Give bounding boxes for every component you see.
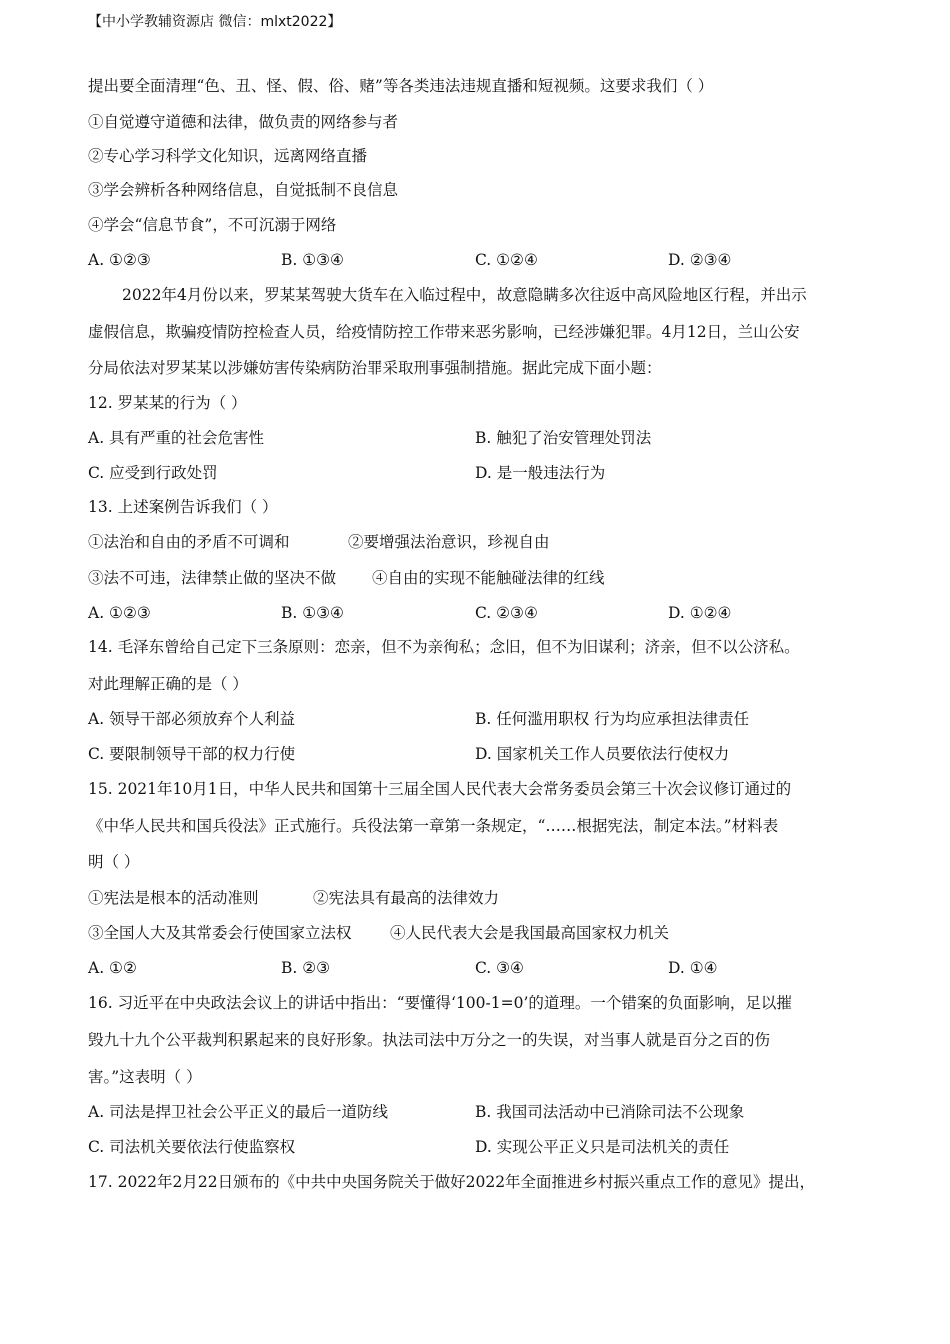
answer-option-b: B. ②③ [281,959,331,977]
material-paragraph-line: 虚假信息，欺骗疫情防控检查人员，给疫情防控工作带来恶劣影响，已经涉嫌犯罪。4月12日，兰山公安 [88,323,800,341]
statement-item: ②要增强法治意识，珍视自由 [348,533,550,551]
statement-item: ③法不可违，法律禁止做的坚决不做 [88,569,337,587]
statement-item: ④学会“信息节食”，不可沉溺于网络 [88,216,337,234]
answer-option-c: C. 要限制领导干部的权力行使 [88,745,296,763]
answer-option-a: A. 具有严重的社会危害性 [88,429,265,447]
material-paragraph-line: 2022年4月份以来，罗某某驾驶大货车在入临过程中，故意隐瞒多次往返中高风险地区行程，并出示 [122,286,807,304]
answer-option-a: A. ①②③ [88,251,151,269]
answer-option-a: A. 司法是捍卫社会公平正义的最后一道防线 [88,1103,389,1121]
statement-item: ②宪法具有最高的法律效力 [313,889,500,907]
answer-option-c: C. ①②④ [475,251,538,269]
answer-option-c: C. 应受到行政处罚 [88,464,218,482]
answer-option-d: D. ①④ [668,959,718,977]
statement-item: ①法治和自由的矛盾不可调和 [88,533,290,551]
statement-item: ①宪法是根本的活动准则 [88,889,259,907]
answer-option-a: A. 领导干部必须放弃个人利益 [88,710,296,728]
answer-option-d: D. ①②④ [668,604,732,622]
answer-option-d: D. ②③④ [668,251,732,269]
answer-option-b: B. ①③④ [281,604,344,622]
answer-option-d: D. 实现公平正义只是司法机关的责任 [475,1138,730,1156]
question-15-stem: 《中华人民共和国兵役法》正式施行。兵役法第一章第一条规定，“……根据宪法，制定本法。”材料表 [88,817,779,835]
statement-item: ④人民代表大会是我国最高国家权力机关 [390,924,670,942]
answer-option-d: D. 国家机关工作人员要依法行使权力 [475,745,730,763]
question-14-stem: 对此理解正确的是（ ） [88,675,248,693]
question-16-stem: 16. 习近平在中央政法会议上的讲话中指出：“要懂得‘100-1=0’的道理。一个错案的负面影响，足以摧 [88,994,792,1012]
material-paragraph-line: 分局依法对罗某某以涉嫌妨害传染病防治罪采取刑事强制措施。据此完成下面小题： [88,359,662,377]
answer-option-b: B. 任何滥用职权 行为均应承担法律责任 [475,710,750,728]
answer-option-b: B. 触犯了治安管理处罚法 [475,429,652,447]
question-15-stem: 明（ ） [88,853,140,871]
statement-item: ③全国人大及其常委会行使国家立法权 [88,924,352,942]
statement-item: ③学会辨析各种网络信息，自觉抵制不良信息 [88,181,399,199]
question-12-stem: 12. 罗某某的行为（ ） [88,394,247,412]
answer-option-a: A. ①② [88,959,137,977]
question-16-stem: 毁九十九个公平裁判积累起来的良好形象。执法司法中万分之一的失误，对当事人就是百分之百的伤 [88,1031,771,1049]
answer-option-b: B. 我国司法活动中已消除司法不公现象 [475,1103,745,1121]
question-stem: 提出要全面清理“色、丑、怪、假、俗、赌”等各类违法违规直播和短视频。这要求我们（ ） [88,77,714,95]
question-14-stem: 14. 毛泽东曾给自己定下三条原则：恋亲，但不为亲徇私；念旧，但不为旧谋利；济亲，但不以公济私。 [88,638,800,656]
statement-item: ④自由的实现不能触碰法律的红线 [372,569,605,587]
answer-option-c: C. 司法机关要依法行使监察权 [88,1138,296,1156]
answer-option-d: D. 是一般违法行为 [475,464,606,482]
question-17-stem: 17. 2022年2月22日颁布的《中共中央国务院关于做好2022年全面推进乡村振兴重点工作的意见》提出， [88,1173,816,1191]
question-15-stem: 15. 2021年10月1日，中华人民共和国第十三届全国人民代表大会常务委员会第三十次会议修订通过的 [88,780,792,798]
answer-option-a: A. ①②③ [88,604,151,622]
question-16-stem: 害。”这表明（ ） [88,1068,202,1086]
page-header: 【中小学教辅资源店 微信：mlxt2022】 [88,14,342,30]
statement-item: ①自觉遵守道德和法律，做负责的网络参与者 [88,113,399,131]
answer-option-b: B. ①③④ [281,251,344,269]
question-13-stem: 13. 上述案例告诉我们（ ） [88,498,278,516]
answer-option-c: C. ②③④ [475,604,538,622]
answer-option-c: C. ③④ [475,959,524,977]
statement-item: ②专心学习科学文化知识，远离网络直播 [88,147,368,165]
